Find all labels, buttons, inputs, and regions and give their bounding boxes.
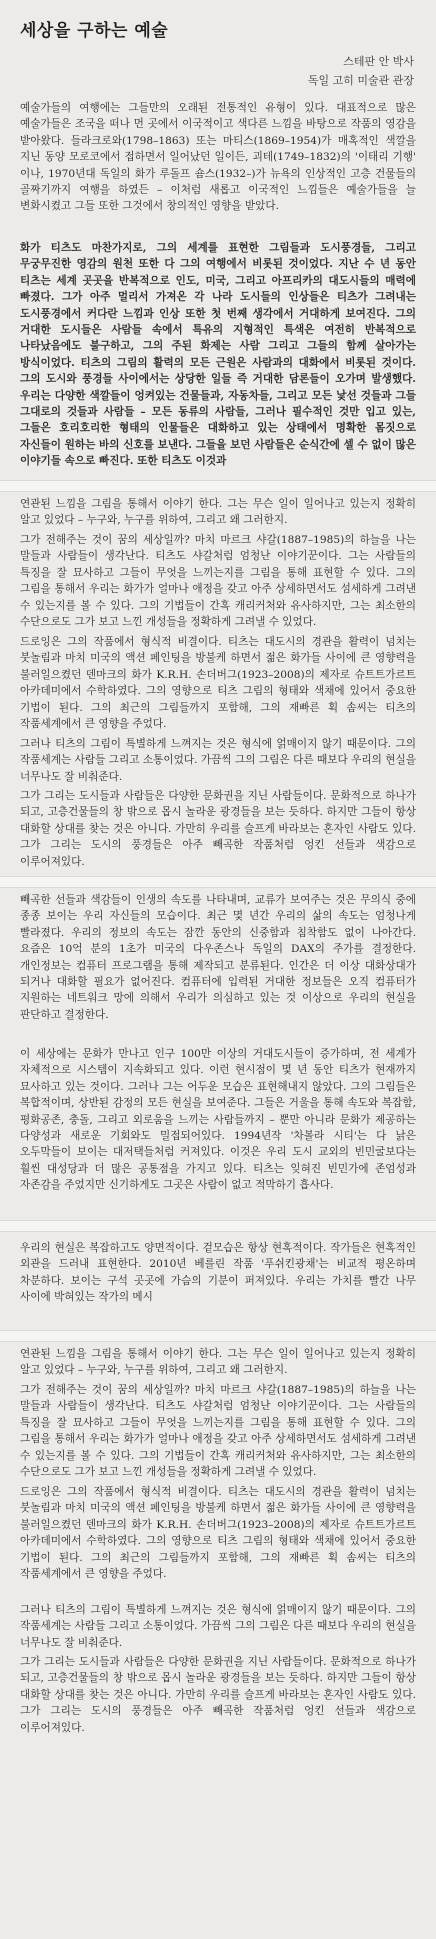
paragraph-communication-repeat: 그러나 티츠의 그림이 특별하게 느껴지는 것은 형식에 얽매이지 않기 때문이다. 그의 작품세계는 사람들 그리고 소통이었다. 가끔씩 그의 그림은 다른 때보다 우리의 현실을 너무나도 잘 비춰준다. (20, 1604, 416, 1649)
paragraph-speed: 빼곡한 선들과 색감들이 인생의 속도를 나타내며, 교류가 보여주는 것은 무의식 중에 종종 보이는 우리 자신들의 모습이다. 최근 몇 년간 우리의 삶의 속도는 엄청나게 빨라졌다. 우리의 정보의 속도는 잠깐 동안의 신중함과 침착함도 없이 나아간다. 요즘은 10억 분의 1초가 미국의 다우존스나 독일의 DAX의 주가를 결정한다. 개인정보는 컴퓨터 프로그램을 통해 제작되고 분류된다. 인간은 더 이상 대화상대가 되거나 대화할 필요가 없어진다. 컴퓨터에 입력된 거대한 정보들은 오직 컴퓨터가 지원하는 네트워크 망에 의해서 우리가 의심하고 있는 것 이상으로 우리의 현실을 판단하고 결정한다. (20, 894, 416, 1021)
paragraph-drawing: 드로잉은 그의 작품에서 형식적 비결이다. 티츠는 대도시의 경관을 활력이 넘치는 붓놀림과 마치 미국의 액션 페인팅을 방불케 하면서 젊은 화가들 사이에 큰 영향력을 불러일으켰던 덴마크의 화가 K.R.H. 손더버그(1923–2008)의 제자로 슈트트가르트 아카데미에서 수학하였다. 그의 영향으로 티츠 그림의 형태와 색채에 있어서 중요한 기법이 된다. 그의 최근의 그림들까지 포함해, 그의 재빠른 획 솜씨는 티츠의 작품세계에서 큰 영향을 주었다. (20, 636, 416, 731)
paragraph-drawing-repeat: 드로잉은 그의 작품에서 형식적 비결이다. 티츠는 대도시의 경관을 활력이 넘치는 붓놀림과 마치 미국의 액션 페인팅을 방불케 하면서 젊은 화가들 사이에 큰 영향력을 불러일으켰던 덴마크의 화가 K.R.H. 손더버그(1923–2008)의 제자로 슈트트가르트 아카데미에서 수학하였다. 그의 영향으로 티츠 그림의 형태와 색채에 있어서 중요한 기법이 된다. 그의 최근의 그림들까지 포함해, 그의 재빠른 획 솜씨는 티츠의 작품세계에서 큰 영향을 주었다. (20, 1486, 416, 1581)
paragraph-titz-travel: 화가 티츠도 마찬가지로, 그의 세계를 표현한 그림들과 도시풍경들, 그리고 무궁무진한 영감의 원천 또한 다 그의 여행에서 비롯된 것이었다. 지난 수 년 동안 티츠는 세계 곳곳을 반복적으로 인도, 미국, 그리고 아프리카의 대도시들의 매력에 빠졌다. 그가 아주 멀리서 가져온 각 나라 도시들의 인상들은 티츠가 그려내는 도시풍경에서 커다란 느낌과 인상 또한 첫 번째 생각에서 거대하게 보여진다. 그의 거대한 도시들은 사람들 속에서 특유의 지형적인 특색은 여전히 반복적으로 나타났음에도 불구하고, 그의 주된 화제는 사람 그리고 그들의 함께 살아가는 방식이었다. 티츠의 그림의 활력의 모든 근원은 사람과의 대화에서 비롯된 것이다. 그의 도시와 풍경들 사이에서는 상당한 일들 즉 거대한 담론들이 오가며 발생했다. 우리는 다양한 색깔들이 엉켜있는 건물들과, 자동차들, 그리고 모든 낯선 것들과 그들 그대로의 것들과 사람들 – 모든 동류의 사람들, 그러나 필수적인 것만 입고 있는, 그들은 호리호리한 형태의 인물들은 대화하고 있는 상태에서 명확한 몸짓으로 자신들이 원하는 바의 신호를 보낸다. 그들을 보던 사람들은 순식간에 셀 수 없이 많은 이야기들 속으로 빠진다. 또한 티츠도 이것과 (20, 242, 416, 468)
paragraph-continuation: 연관된 느낌을 그림을 통해서 이야기 한다. 그는 무슨 일이 일어나고 있는지 정확히 알고 있었다 – 누구와, 누구를 위하여, 그리고 왜 그러한지. (20, 498, 416, 527)
paragraph-intro: 예술가들의 여행에는 그들만의 오래된 전통적인 유형이 있다. 대표적으로 많은 예술가들은 조국을 떠나 먼 곳에서 이국적이고 색다른 느낌을 바탕으로 작품의 영감을 받아왔다. 들라크로와(1798–1863) 또는 마티스(1869–1954)가 매혹적인 색깔을 지닌 동양 모로코에서 접하면서 일어났던 일이든, 괴테(1749–1832)의 '이태리 기행' 이나, 1970년대 독일의 화가 루돌프 숌스(1932–)가 뉴욕의 인상적인 고층 건물들의 골짜기까지 여행을 하였든 – 이처럼 새롭고 이국적인 느낌들은 예술가들을 늘 변화시켰고 그들 또한 그것에서 창의적인 영향을 받았다. (20, 102, 416, 213)
paragraph-megacities: 이 세상에는 문화가 만나고 인구 100만 이상의 거대도시들이 증가하며, 전 세계가 자체적으로 시스템이 지속화되고 있다. 이런 현시점이 몇 년 동안 티츠가 현재까지 묘사하고 있는 것이다. 그러나 그는 어두운 모습은 표현해내지 않았다. 그의 그림들은 복합적이며, 상반된 감정의 모든 현실을 보여준다. 그들은 거울을 통해 속도와 복잡함, 평화공존, 충돌, 그리고 외로움을 느끼는 사람들까지 – 뿐만 아니라 문화가 제공하는 다양성과 새로운 기회와도 밀접되어있다. 1994년작 '차볼라 시티'는 다 낡은 오두막들이 보이는 대저택들처럼 커져있다. 이것은 우리 도시 교외의 빈민굴보다는 훨씬 대성당과 더 많은 공통점을 가지고 있다. 티츠는 잊혀진 빈민가에 존엄성과 자존감을 주었지만 신기하게도 그곳은 사람이 없고 적막하기 흡사다. (20, 1048, 416, 1192)
paragraph-chagall-repeat: 그가 전해주는 것이 꿈의 세상일까? 마치 마르크 샤갈(1887–1985)의 하늘을 나는 말들과 사람들이 생각난다. 티츠도 샤갈처럼 엄청난 이야기꾼이다. 그는 사람들의 특징을 잘 묘사하고 그들이 무엇을 느끼는지를 그림을 통해 표현할 수 있다. 그의 그림을 통해서 우리는 화가가 얼마나 애정을 갖고 아주 상세하면서도 섬세하게 그려낸 수 있는지를 볼 수 있다. 그의 기법들이 간혹 캐리커처와 유사하지만, 그는 최소한의 수단으로도 그가 보고 느낀 개성들을 정확하게 그려낼 수 있었다. (20, 1384, 416, 1479)
paragraph-cities-people-repeat: 그가 그리는 도시들과 사람들은 다양한 문화권을 지닌 사람들이다. 문화적으로 하나가 되고, 고층건물들의 창 밖으로 몹시 놀라운 광경들을 보는 듯하다. 하지만 그들이 항상 대화할 상대를 찾는 것은 아니다. 가만히 우리를 슬프게 바라보는 혼자인 사람도 있다. 그가 그리는 도시의 풍경들은 아주 빼곡한 작품처럼 엉킨 선들과 색감으로 이루어져있다. (20, 1656, 416, 1734)
paragraph-reality: 우리의 현실은 복잡하고도 양면적이다. 겉모습은 항상 현혹적이다. 작가들은 현혹적인 외관을 드러내 표현한다. 2010년 베를린 작품 '푸쉬킨광채'는 비교적 평온하며 차분하다. 보이는 구석 곳곳에 가슴의 기분이 퍼져있다. 우리는 가치를 빨간 나무 사이에 박혀있는 작가의 메시 (20, 1242, 416, 1304)
section-divider (0, 1220, 436, 1232)
section-divider (0, 480, 436, 492)
author-block (308, 52, 414, 90)
author-role: 독일 고히 미술관 관장 (307, 74, 414, 87)
paragraph-chagall: 그가 전해주는 것이 꿈의 세상일까? 마치 마르크 샤갈(1887–1985)의 하늘을 나는 말들과 사람들이 생각난다. 티츠도 샤갈처럼 엄청난 이야기꾼이다. 그는 사람들의 특징을 잘 묘사하고 그들이 무엇을 느끼는지를 그림을 통해 표현할 수 있다. 그의 그림을 통해서 우리는 화가가 얼마나 애정을 갖고 아주 상세하면서도 섬세하게 그려낸 수 있는지를 볼 수 있다. 그의 기법들이 간혹 캐리커처와 유사하지만, 그는 최소한의 수단으로도 그가 보고 느낀 개성들을 정확하게 그려낼 수 있었다. (20, 534, 416, 629)
paragraph-communication: 그러나 티츠의 그림이 특별하게 느껴지는 것은 형식에 얽매이지 않기 때문이다. 그의 작품세계는 사람들 그리고 소통이었다. 가끔씩 그의 그림은 다른 때보다 우리의 현실을 너무나도 잘 비춰준다. (20, 738, 416, 783)
author-name: 스테판 안 박사 (343, 55, 414, 68)
section-divider (0, 876, 436, 888)
section-divider (0, 1330, 436, 1342)
paragraph-continuation-repeat: 연관된 느낌을 그림을 통해서 이야기 한다. 그는 무슨 일이 일어나고 있는지 정확히 알고 있었다 – 누구와, 누구를 위하여, 그리고 왜 그러한지. (20, 1348, 416, 1377)
article-title: 세상을 구하는 예술 (20, 21, 169, 41)
paragraph-cities-people: 그가 그리는 도시들과 사람들은 다양한 문화권을 지닌 사람들이다. 문화적으로 하나가 되고, 고층건물들의 창 밖으로 몹시 놀라운 광경들을 보는 듯하다. 하지만 그들이 항상 대화할 상대를 찾는 것은 아니다. 가만히 우리를 슬프게 바라보는 혼자인 사람도 있다. 그가 그리는 도시의 풍경들은 아주 빼곡한 작품처럼 엉킨 선들과 색감으로 이루어져있다. (20, 790, 416, 868)
